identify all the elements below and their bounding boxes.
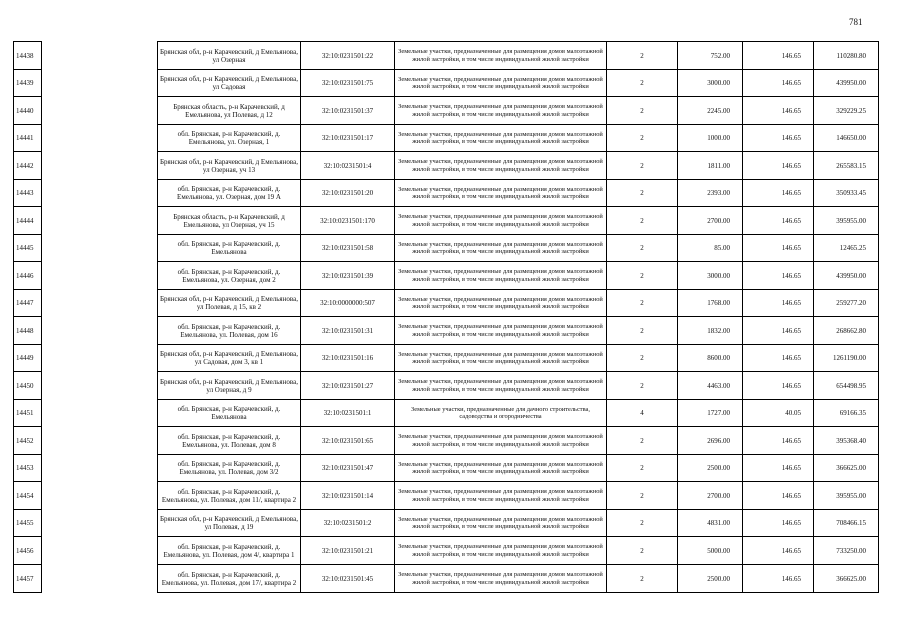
parcel-address: обл. Брянская, р-н Карачевский, д. Емельянова, ул. Полевая, дом 3/2	[158, 455, 301, 482]
table-row	[158, 207, 878, 235]
cadastral-value: 265583.15	[814, 152, 878, 180]
table-row	[158, 152, 878, 180]
cadastral-number: 32:10:0231501:22	[301, 42, 395, 70]
parcel-area: 2696.00	[678, 427, 743, 455]
row-id: 14446	[14, 262, 41, 290]
parcel-address: Брянская обл, р-н Карачевский, д Емельянова, ул Озерная, уч 13	[158, 152, 301, 180]
table-row	[158, 317, 878, 345]
parcel-address: обл. Брянская, р-н Карачевский, д. Емельянова, ул. Озерная, 1	[158, 125, 301, 152]
table-row	[158, 97, 878, 125]
cadastral-number: 32:10:0231501:1	[301, 400, 395, 427]
parcel-address: обл. Брянская, р-н Карачевский, д. Емельянова, ул. Полевая, дом 17/, квартира 2	[158, 565, 301, 592]
parcel-address: обл. Брянская, р-н Карачевский, д. Емельянова, ул. Полевая, дом 16	[158, 317, 301, 345]
parcel-address: Брянская обл, р-н Карачевский, д Емельянова, ул Полевая, д 15, кв 2	[158, 290, 301, 317]
cadastral-number: 32:10:0231501:170	[301, 207, 395, 235]
cadastral-value: 395955.00	[814, 207, 878, 235]
row-id: 14447	[14, 290, 41, 317]
specific-value: 146.65	[743, 345, 814, 372]
cadastral-number: 32:10:0231501:37	[301, 97, 395, 125]
use-category: 2	[607, 317, 678, 345]
cadastral-value: 350933.45	[814, 180, 878, 207]
cadastral-value: 1261190.00	[814, 345, 878, 372]
cadastral-number: 32:10:0231501:65	[301, 427, 395, 455]
use-category: 2	[607, 152, 678, 180]
specific-value: 146.65	[743, 262, 814, 290]
cadastral-value: 110280.80	[814, 42, 878, 70]
permitted-use: Земельные участки, предназначенные для размещения домов малоэтажной жилой застройки, в том числе индивидуальной жилой застройки	[395, 70, 607, 97]
specific-value: 146.65	[743, 125, 814, 152]
cadastral-number: 32:10:0231501:75	[301, 70, 395, 97]
specific-value: 146.65	[743, 235, 814, 262]
parcel-address: Брянская обл, р-н Карачевский, д Емельянова, ул Садовая	[158, 70, 301, 97]
specific-value: 146.65	[743, 565, 814, 592]
parcel-area: 1727.00	[678, 400, 743, 427]
cadastral-number: 32:10:0231501:31	[301, 317, 395, 345]
cadastral-number: 32:10:0231501:4	[301, 152, 395, 180]
parcel-address: обл. Брянская, р-н Карачевский, д. Емельянова	[158, 400, 301, 427]
cadastral-value: 733250.00	[814, 537, 878, 565]
cadastral-value: 395955.00	[814, 482, 878, 510]
parcel-area: 1832.00	[678, 317, 743, 345]
use-category: 4	[607, 400, 678, 427]
specific-value: 146.65	[743, 180, 814, 207]
table-row	[158, 125, 878, 152]
table-row	[158, 482, 878, 510]
use-category: 2	[607, 565, 678, 592]
parcel-address: обл. Брянская, р-н Карачевский, д. Емельянова, ул. Озерная, дом 2	[158, 262, 301, 290]
row-number-column	[13, 41, 42, 593]
specific-value: 146.65	[743, 317, 814, 345]
cadastral-value: 329229.25	[814, 97, 878, 125]
table-row	[158, 235, 878, 262]
table-row	[158, 180, 878, 207]
row-id: 14439	[14, 70, 41, 97]
table-row	[158, 290, 878, 317]
use-category: 2	[607, 180, 678, 207]
specific-value: 146.65	[743, 537, 814, 565]
parcel-address: обл. Брянская, р-н Карачевский, д. Емельянова, ул. Полевая, дом 8	[158, 427, 301, 455]
parcel-area: 3000.00	[678, 70, 743, 97]
specific-value: 146.65	[743, 455, 814, 482]
specific-value: 146.65	[743, 152, 814, 180]
permitted-use: Земельные участки, предназначенные для размещения домов малоэтажной жилой застройки, в том числе индивидуальной жилой застройки	[395, 427, 607, 455]
cadastral-value: 146650.00	[814, 125, 878, 152]
cadastral-value: 12465.25	[814, 235, 878, 262]
use-category: 2	[607, 290, 678, 317]
table-row	[158, 565, 878, 592]
cadastral-number: 32:10:0000000:507	[301, 290, 395, 317]
cadastral-number: 32:10:0231501:27	[301, 372, 395, 400]
use-category: 2	[607, 537, 678, 565]
cadastral-value: 395368.40	[814, 427, 878, 455]
cadastral-number: 32:10:0231501:39	[301, 262, 395, 290]
parcel-address: Брянская область, р-н Карачевский, д Емельянова, ул Озерная, уч 15	[158, 207, 301, 235]
use-category: 2	[607, 510, 678, 537]
parcel-area: 1811.00	[678, 152, 743, 180]
permitted-use: Земельные участки, предназначенные для размещения домов малоэтажной жилой застройки, в том числе индивидуальной жилой застройки	[395, 345, 607, 372]
row-id: 14450	[14, 372, 41, 400]
row-id: 14442	[14, 152, 41, 180]
cadastral-value: 69166.35	[814, 400, 878, 427]
row-id: 14453	[14, 455, 41, 482]
table-row	[158, 400, 878, 427]
table-row	[158, 70, 878, 97]
row-id: 14448	[14, 317, 41, 345]
table-row	[158, 42, 878, 70]
cadastral-number: 32:10:0231501:20	[301, 180, 395, 207]
specific-value: 40.05	[743, 400, 814, 427]
row-id: 14455	[14, 510, 41, 537]
use-category: 2	[607, 70, 678, 97]
specific-value: 146.65	[743, 207, 814, 235]
permitted-use: Земельные участки, предназначенные для размещения домов малоэтажной жилой застройки, в том числе индивидуальной жилой застройки	[395, 372, 607, 400]
parcel-area: 5000.00	[678, 537, 743, 565]
parcel-address: обл. Брянская, р-н Карачевский, д. Емельянова, ул. Полевая, дом 11/, квартира 2	[158, 482, 301, 510]
use-category: 2	[607, 235, 678, 262]
specific-value: 146.65	[743, 97, 814, 125]
parcel-area: 2500.00	[678, 455, 743, 482]
cadastral-number: 32:10:0231501:2	[301, 510, 395, 537]
cadastral-value: 268662.80	[814, 317, 878, 345]
parcel-area: 1000.00	[678, 125, 743, 152]
use-category: 2	[607, 482, 678, 510]
use-category: 2	[607, 427, 678, 455]
parcel-area: 2500.00	[678, 565, 743, 592]
cadastral-value: 366625.00	[814, 455, 878, 482]
permitted-use: Земельные участки, предназначенные для размещения домов малоэтажной жилой застройки, в том числе индивидуальной жилой застройки	[395, 180, 607, 207]
use-category: 2	[607, 345, 678, 372]
use-category: 2	[607, 42, 678, 70]
parcel-address: Брянская обл, р-н Карачевский, д Емельянова, ул Озерная	[158, 42, 301, 70]
cadastral-number: 32:10:0231501:17	[301, 125, 395, 152]
specific-value: 146.65	[743, 70, 814, 97]
cadastral-number: 32:10:0231501:21	[301, 537, 395, 565]
row-id: 14441	[14, 125, 41, 152]
table-row	[158, 262, 878, 290]
parcel-area: 2245.00	[678, 97, 743, 125]
use-category: 2	[607, 125, 678, 152]
table-row	[158, 510, 878, 537]
cadastral-value: 654498.95	[814, 372, 878, 400]
parcel-address: обл. Брянская, р-н Карачевский, д. Емельянова	[158, 235, 301, 262]
page-number: 781	[849, 17, 863, 27]
parcel-address: Брянская обл, р-н Карачевский, д Емельянова, ул Садовая, дом 3, кв 1	[158, 345, 301, 372]
cadastral-value: 259277.20	[814, 290, 878, 317]
specific-value: 146.65	[743, 510, 814, 537]
permitted-use: Земельные участки, предназначенные для размещения домов малоэтажной жилой застройки, в том числе индивидуальной жилой застройки	[395, 125, 607, 152]
row-id: 14445	[14, 235, 41, 262]
permitted-use: Земельные участки, предназначенные для размещения домов малоэтажной жилой застройки, в том числе индивидуальной жилой застройки	[395, 262, 607, 290]
parcel-address: обл. Брянская, р-н Карачевский, д. Емельянова, ул. Озерная, дом 19 А	[158, 180, 301, 207]
parcel-area: 4831.00	[678, 510, 743, 537]
use-category: 2	[607, 372, 678, 400]
use-category: 2	[607, 262, 678, 290]
specific-value: 146.65	[743, 482, 814, 510]
permitted-use: Земельные участки, предназначенные для размещения домов малоэтажной жилой застройки, в том числе индивидуальной жилой застройки	[395, 235, 607, 262]
permitted-use: Земельные участки, предназначенные для размещения домов малоэтажной жилой застройки, в том числе индивидуальной жилой застройки	[395, 207, 607, 235]
parcel-area: 85.00	[678, 235, 743, 262]
cadastral-value: 708466.15	[814, 510, 878, 537]
row-id: 14452	[14, 427, 41, 455]
permitted-use: Земельные участки, предназначенные для размещения домов малоэтажной жилой застройки, в том числе индивидуальной жилой застройки	[395, 455, 607, 482]
parcel-area: 8600.00	[678, 345, 743, 372]
permitted-use: Земельные участки, предназначенные для размещения домов малоэтажной жилой застройки, в том числе индивидуальной жилой застройки	[395, 565, 607, 592]
parcel-area: 3000.00	[678, 262, 743, 290]
parcel-area: 2700.00	[678, 482, 743, 510]
row-id: 14444	[14, 207, 41, 235]
parcel-area: 1768.00	[678, 290, 743, 317]
parcel-area: 752.00	[678, 42, 743, 70]
land-parcel-table	[157, 41, 879, 593]
cadastral-number: 32:10:0231501:16	[301, 345, 395, 372]
parcel-area: 4463.00	[678, 372, 743, 400]
table-row	[158, 427, 878, 455]
table-row	[158, 345, 878, 372]
row-id: 14451	[14, 400, 41, 427]
row-id: 14456	[14, 537, 41, 565]
permitted-use: Земельные участки, предназначенные для размещения домов малоэтажной жилой застройки, в том числе индивидуальной жилой застройки	[395, 152, 607, 180]
permitted-use: Земельные участки, предназначенные для размещения домов малоэтажной жилой застройки, в том числе индивидуальной жилой застройки	[395, 537, 607, 565]
permitted-use: Земельные участки, предназначенные для размещения домов малоэтажной жилой застройки, в том числе индивидуальной жилой застройки	[395, 510, 607, 537]
cadastral-value: 439950.00	[814, 262, 878, 290]
table-row	[158, 537, 878, 565]
specific-value: 146.65	[743, 427, 814, 455]
row-id: 14449	[14, 345, 41, 372]
use-category: 2	[607, 97, 678, 125]
permitted-use: Земельные участки, предназначенные для размещения домов малоэтажной жилой застройки, в том числе индивидуальной жилой застройки	[395, 42, 607, 70]
parcel-address: обл. Брянская, р-н Карачевский, д. Емельянова, ул. Полевая, дом 4/, квартира 1	[158, 537, 301, 565]
table-row	[158, 372, 878, 400]
table-row	[158, 455, 878, 482]
row-id: 14454	[14, 482, 41, 510]
specific-value: 146.65	[743, 42, 814, 70]
row-id: 14438	[14, 42, 41, 70]
row-id: 14457	[16, 574, 34, 583]
specific-value: 146.65	[743, 290, 814, 317]
permitted-use: Земельные участки, предназначенные для размещения домов малоэтажной жилой застройки, в том числе индивидуальной жилой застройки	[395, 317, 607, 345]
parcel-address: Брянская область, р-н Карачевский, д Емельянова, ул Полевая, д 12	[158, 97, 301, 125]
cadastral-number: 32:10:0231501:58	[301, 235, 395, 262]
parcel-area: 2393.00	[678, 180, 743, 207]
parcel-address: Брянская обл, р-н Карачевский, д Емельянова, ул Озерная, д 9	[158, 372, 301, 400]
parcel-area: 2700.00	[678, 207, 743, 235]
cadastral-number: 32:10:0231501:47	[301, 455, 395, 482]
cadastral-value: 439950.00	[814, 70, 878, 97]
parcel-address: Брянская обл, р-н Карачевский, д Емельянова, ул Полевая, д 19	[158, 510, 301, 537]
cadastral-number: 32:10:0231501:45	[301, 565, 395, 592]
permitted-use: Земельные участки, предназначенные для размещения домов малоэтажной жилой застройки, в том числе индивидуальной жилой застройки	[395, 290, 607, 317]
cadastral-value: 366625.00	[836, 574, 866, 583]
permitted-use: Земельные участки, предназначенные для размещения домов малоэтажной жилой застройки, в том числе индивидуальной жилой застройки	[395, 97, 607, 125]
cadastral-number: 32:10:0231501:14	[301, 482, 395, 510]
permitted-use: Земельные участки, предназначенные для размещения домов малоэтажной жилой застройки, в том числе индивидуальной жилой застройки	[395, 482, 607, 510]
use-category: 2	[607, 455, 678, 482]
use-category: 2	[607, 207, 678, 235]
row-id: 14440	[14, 97, 41, 125]
row-id: 14443	[14, 180, 41, 207]
permitted-use: Земельные участки, предназначенные для дачного строительства, садоводства и огородничества	[395, 400, 607, 427]
specific-value: 146.65	[743, 372, 814, 400]
